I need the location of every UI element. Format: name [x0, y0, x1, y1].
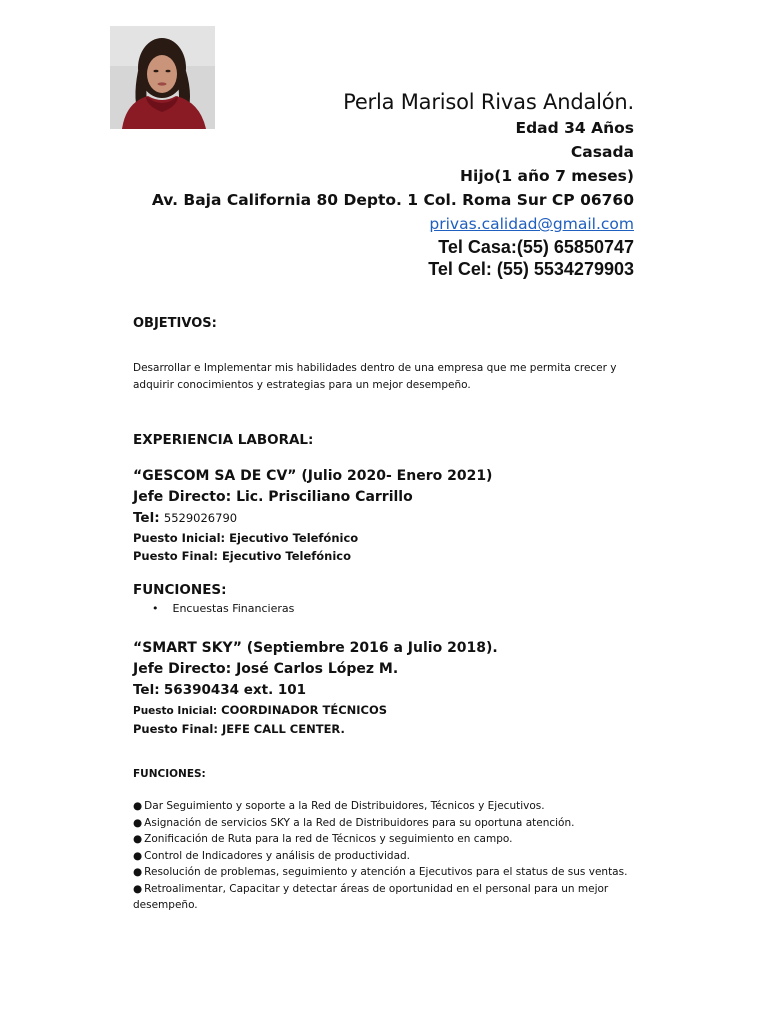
job-phone-label: Tel: — [133, 682, 160, 698]
job-phone-value: 56390434 ext. 101 — [163, 682, 307, 698]
objectives-text: Desarrollar e Implementar mis habilidades dentro de una empresa que me permita crecer y adquirir conocimientos y estrategias para un mejor desempeño. — [133, 362, 617, 391]
job-final-position: Puesto Final: Ejecutivo Telefónico — [133, 549, 352, 563]
home-phone: Tel Casa:(55) 65850747 — [438, 237, 634, 257]
job-final-position: Puesto Final: JEFE CALL CENTER. — [133, 722, 345, 736]
function-item — [133, 798, 633, 815]
experience-title: EXPERIENCIA LABORAL: — [133, 432, 314, 448]
job-phone — [133, 680, 498, 701]
job-initial-position — [133, 701, 498, 720]
function-text: Asignación de servicios SKY a la Red de Distribuidores para su oportuna atención. — [144, 816, 575, 829]
job-initial-position-value: COORDINADOR TÉCNICOS — [221, 703, 388, 717]
job-initial-position-label: Puesto Inicial: — [133, 705, 218, 717]
job-initial-position: Puesto Inicial: Ejecutivo Telefónico — [133, 531, 359, 545]
function-item — [133, 881, 633, 914]
objectives-title: OBJETIVOS: — [133, 316, 217, 331]
function-item — [133, 848, 633, 865]
function-text: Dar Seguimiento y soporte a la Red de Distribuidores, Técnicos y Ejecutivos. — [144, 800, 545, 812]
bullet-icon: ● — [133, 849, 143, 862]
job-company: “GESCOM SA DE CV” (Julio 2020- Enero 2021) — [133, 468, 493, 484]
functions-title: FUNCIONES: — [133, 768, 206, 780]
cell-phone: Tel Cel: (55) 5534279903 — [428, 259, 634, 279]
age: Edad 34 Años — [515, 119, 634, 137]
job-boss: Jefe Directo: Lic. Prisciliano Carrillo — [133, 489, 413, 505]
function-text: Zonificación de Ruta para la red de Técnicos y seguimiento en campo. — [144, 833, 513, 845]
job-entry-smart-sky — [133, 638, 498, 738]
function-item — [133, 864, 633, 881]
function-item — [133, 815, 633, 832]
job-phone-label: Tel: — [133, 510, 160, 526]
function-text: Resolución de problemas, seguimiento y atención a Ejecutivos para el status de sus ventas. — [144, 866, 628, 878]
bullet-icon: ● — [133, 882, 143, 895]
job-phone-value: 5529026790 — [163, 511, 238, 525]
function-item — [133, 831, 633, 848]
function-text: Encuestas Financieras — [172, 602, 295, 615]
bullet-icon: • — [152, 602, 159, 615]
child-info: Hijo(1 año 7 meses) — [460, 167, 634, 185]
email-link[interactable]: privas.calidad@gmail.com — [429, 215, 634, 233]
contact-header — [152, 88, 634, 280]
bullet-icon: ● — [133, 866, 143, 878]
marital-status: Casada — [570, 143, 634, 161]
function-text: Control de Indicadores y análisis de productividad. — [144, 849, 411, 862]
bullet-icon: ● — [133, 816, 143, 829]
function-item — [152, 602, 294, 615]
job-boss: Jefe Directo: José Carlos López M. — [133, 661, 399, 677]
function-text: Retroalimentar, Capacitar y detectar áreas de oportunidad en el personal para un mejor desempeño. — [133, 882, 609, 911]
job-entry-gescom — [133, 466, 492, 565]
bullet-icon: ● — [133, 833, 143, 845]
address: Av. Baja California 80 Depto. 1 Col. Roma Sur CP 06760 — [151, 191, 634, 209]
functions-list — [133, 798, 633, 914]
functions-title: FUNCIONES: — [133, 582, 227, 598]
job-phone — [133, 508, 492, 529]
job-company: “SMART SKY” (Septiembre 2016 a Julio 2018). — [133, 640, 498, 656]
full-name: Perla Marisol Rivas Andalón. — [343, 90, 634, 114]
bullet-icon: ● — [133, 800, 143, 812]
